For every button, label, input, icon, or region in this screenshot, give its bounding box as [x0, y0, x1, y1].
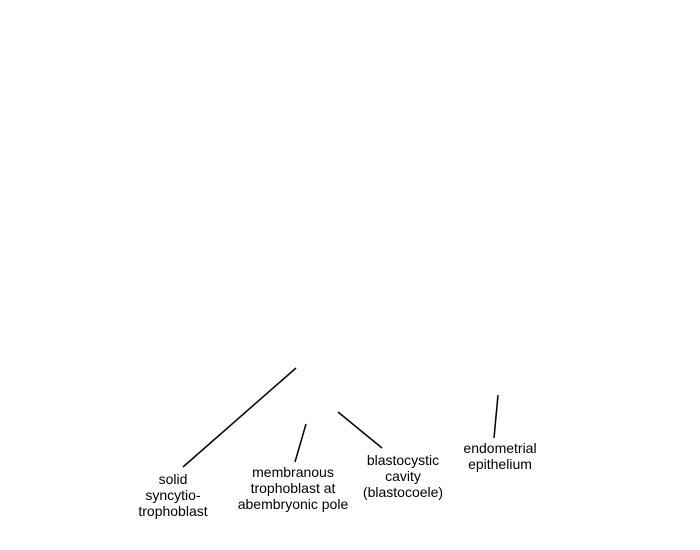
label-line: abembryonic pole: [237, 496, 349, 512]
label-line: cavity: [385, 468, 421, 484]
label-line: trophoblast: [138, 503, 208, 519]
label-line: trophoblast at: [250, 480, 336, 496]
leader-line-membranous-trophoblast: [295, 424, 306, 462]
label-line: solid: [158, 471, 188, 487]
label-line: endometrial: [463, 440, 537, 456]
label-line: blastocystic: [366, 452, 440, 468]
label-line: membranous: [252, 464, 334, 480]
label-endometrial-epithelium: [450, 440, 550, 472]
label-line: epithelium: [468, 456, 532, 472]
label-solid-syncytiotrophoblast: [133, 471, 213, 519]
label-line: (blastocoele): [362, 484, 444, 500]
leader-line-blastocystic-cavity: [338, 412, 382, 448]
leader-line-endometrial-epithelium: [494, 395, 498, 438]
label-line: syncytio-: [145, 487, 201, 503]
label-membranous-trophoblast: [228, 464, 358, 512]
leader-line-solid-syncytiotrophoblast: [183, 368, 296, 467]
label-blastocystic-cavity: [353, 452, 453, 500]
